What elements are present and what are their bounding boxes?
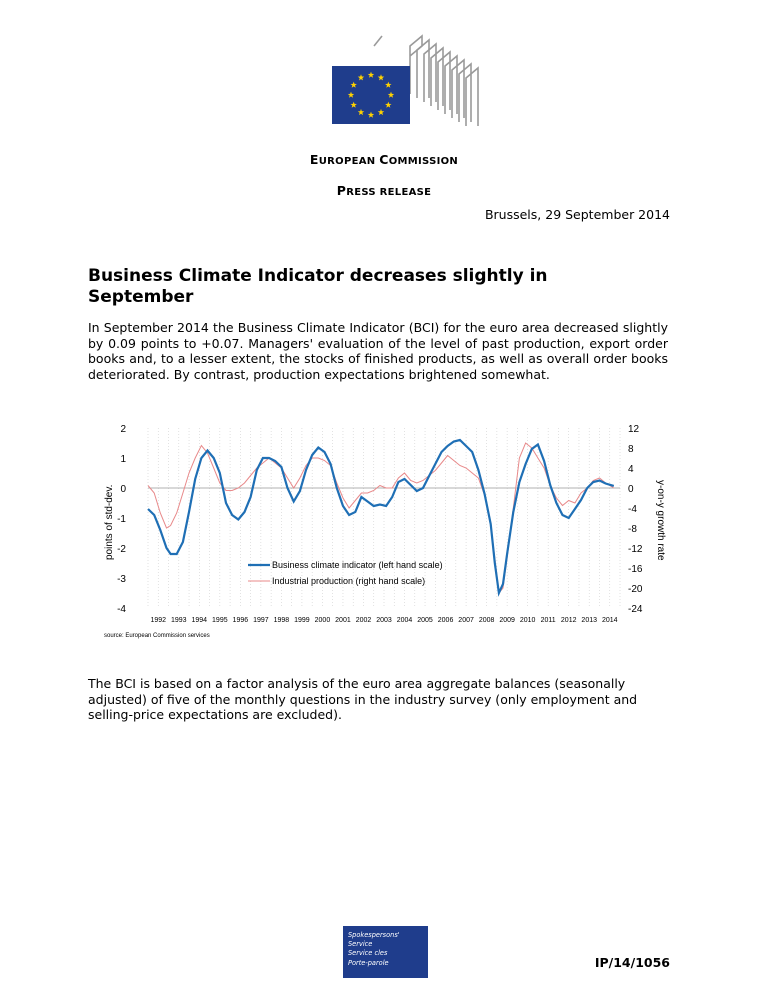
x-tick-label: 2002 <box>355 617 372 624</box>
european-commission-logo <box>292 36 482 130</box>
x-tick-label: 1996 <box>232 617 249 624</box>
spokespersons-line-1: Spokespersons' <box>348 931 400 939</box>
left-axis-ticks <box>117 424 126 615</box>
y2-tick-label: 4 <box>628 464 634 475</box>
x-tick-label: 2004 <box>396 617 413 624</box>
x-tick-label: 2008 <box>478 617 495 624</box>
methodology-paragraph: The BCI is based on a factor analysis of the euro area aggregate balances (seasonally adjusted) of five of the monthly questions in the industry survey (only employment and selling-price expectations are excluded). <box>88 676 638 722</box>
x-tick-label: 2012 <box>560 617 577 624</box>
organisation-name: EUROPEAN COMMISSION <box>309 152 459 167</box>
x-tick-label: 1994 <box>191 617 208 624</box>
y-tick-label: -4 <box>117 604 126 615</box>
x-tick-label: 2005 <box>417 617 433 624</box>
chart-source: source: European Commission services <box>104 633 210 639</box>
spokespersons-line-4: Porte-parole <box>348 958 389 967</box>
x-tick-label: 1993 <box>170 617 187 624</box>
x-tick-label: 2007 <box>458 617 474 624</box>
x-tick-label: 2000 <box>314 617 331 624</box>
legend-label-ip: Industrial production (right hand scale) <box>272 576 426 586</box>
x-tick-label: 2001 <box>335 617 351 624</box>
right-axis-label-holder <box>652 480 666 590</box>
reference-number: IP/14/1056 <box>594 955 670 970</box>
y-tick-label: -1 <box>117 514 126 525</box>
y2-tick-label: -4 <box>628 504 637 515</box>
y2-tick-label: 12 <box>628 424 640 435</box>
x-tick-label: 2013 <box>581 617 598 624</box>
x-tick-label: 2009 <box>499 617 515 624</box>
spokespersons-service-badge <box>343 926 428 978</box>
x-axis-ticks <box>150 617 617 624</box>
right-axis-ticks <box>628 424 643 615</box>
dateline: Brussels, 29 September 2014 <box>484 207 670 222</box>
headline: Business Climate Indicator decreases slightly in September <box>88 266 548 307</box>
bci-chart <box>100 418 643 646</box>
y2-tick-label: -20 <box>628 584 643 595</box>
x-tick-label: 2003 <box>376 617 392 624</box>
x-tick-label: 1998 <box>273 617 290 624</box>
left-axis-label: points of std-dev. <box>104 484 115 560</box>
legend <box>248 560 443 586</box>
y2-tick-label: -24 <box>628 604 643 615</box>
x-tick-label: 1999 <box>294 617 310 624</box>
y-tick-label: -3 <box>117 574 126 585</box>
y-tick-label: 0 <box>120 484 126 495</box>
document-type: PRESS RELEASE <box>336 183 432 198</box>
x-tick-label: 1997 <box>253 617 269 624</box>
y2-tick-label: 0 <box>628 484 634 495</box>
spokespersons-line-3: Service cles <box>348 949 388 958</box>
spokespersons-line-2: Service <box>348 940 373 949</box>
x-tick-label: 2014 <box>601 617 618 624</box>
y-tick-label: 2 <box>120 424 126 435</box>
legend-label-bci: Business climate indicator (left hand scale) <box>272 560 443 570</box>
x-tick-label: 2010 <box>519 617 536 624</box>
y-tick-label: -2 <box>117 544 126 555</box>
y-tick-label: 1 <box>120 454 126 465</box>
y2-tick-label: -8 <box>628 524 637 535</box>
right-axis-label-text: y-on-y growth rate <box>655 480 666 561</box>
y2-tick-label: 8 <box>628 444 634 455</box>
intro-paragraph: In September 2014 the Business Climate Indicator (BCI) for the euro area decreased slightly by 0.09 points to +0.07. Managers' evaluation of the level of past production, export order books and, to a lesser extent, the stocks of finished products, as well as overall order books deteriorated. By contrast, production expectations brightened somewhat. <box>88 320 668 382</box>
x-tick-label: 2011 <box>540 617 556 624</box>
x-tick-label: 1992 <box>150 617 167 624</box>
bci-line <box>148 440 614 593</box>
x-tick-label: 2006 <box>437 617 454 624</box>
x-tick-label: 1995 <box>212 617 228 624</box>
y2-tick-label: -16 <box>628 564 643 575</box>
y2-tick-label: -12 <box>628 544 643 555</box>
